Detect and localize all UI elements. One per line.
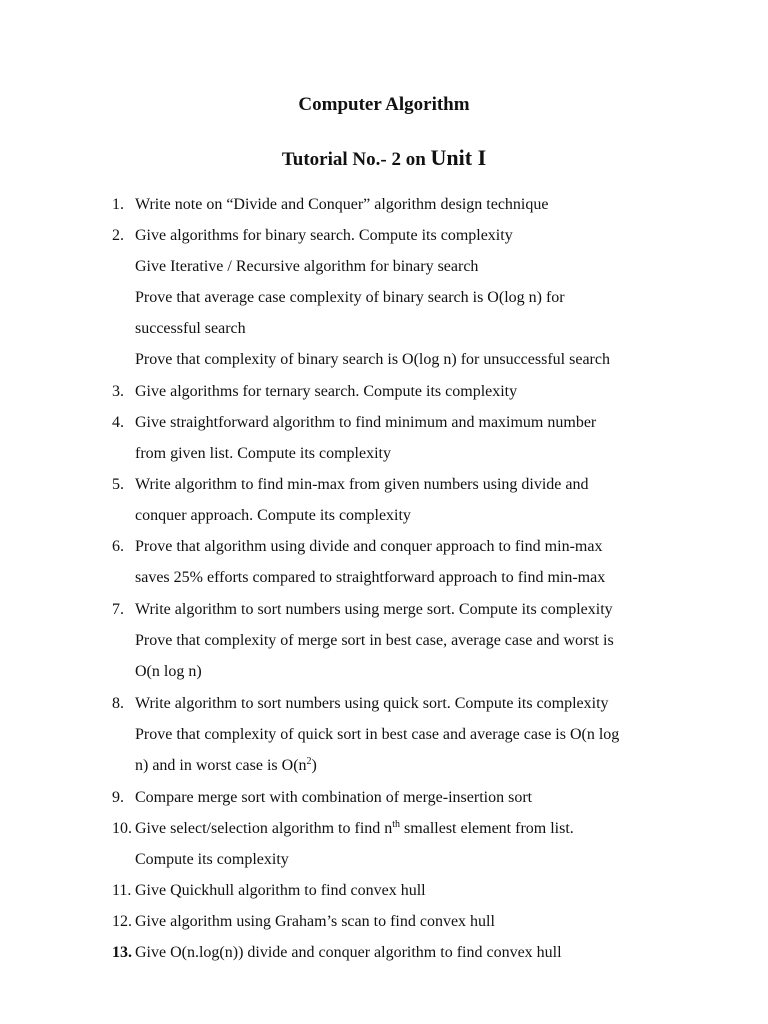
document-subtitle [0,145,768,171]
item-number: 6. [112,538,124,555]
item-text: Prove that average case complexity of binary search is O(log n) for [135,289,565,306]
item-text: Write algorithm to sort numbers using quick sort. Compute its complexity [135,695,609,712]
item-text: Give algorithms for ternary search. Compute its complexity [135,383,518,400]
item-text: Give O(n.log(n)) divide and conquer algorithm to find convex hull [135,944,562,961]
item-text: Compute its complexity [135,851,289,868]
item-text: Prove that complexity of quick sort in best case and average case is O(n log [135,726,620,743]
item-text: Prove that complexity of binary search is O(log n) for unsuccessful search [135,351,610,368]
item-text [135,819,574,839]
item-number: 9. [112,789,124,806]
item-text: Prove that algorithm using divide and conquer approach to find min-max [135,538,603,555]
item-text: Give Iterative / Recursive algorithm for binary search [135,258,479,275]
item-number: 7. [112,601,124,618]
item-text: Write note on “Divide and Conquer” algorithm design technique [135,196,549,213]
item-number: 5. [112,476,124,493]
item-number: 13. [112,944,132,961]
item-text-part: Give select/selection algorithm to find n [135,820,393,837]
item-text: from given list. Compute its complexity [135,445,391,462]
item-text: O(n log n) [135,663,202,680]
item-text: Give Quickhull algorithm to find convex hull [135,882,426,899]
document-title: Computer Algorithm [298,94,470,115]
item-text: Give straightforward algorithm to find minimum and maximum number [135,414,597,431]
item-number: 3. [112,383,124,400]
item-text: successful search [135,320,246,337]
item-text: saves 25% efforts compared to straightforward approach to find min-max [135,569,606,586]
item-text: Write algorithm to sort numbers using merge sort. Compute its complexity [135,601,613,618]
superscript: th [392,819,401,830]
superscript: 2 [306,756,312,767]
item-number: 4. [112,414,124,431]
item-number: 11. [112,882,132,899]
item-number: 1. [112,196,124,213]
item-number: 2. [112,227,124,244]
item-text-part: n) and in worst case is O(n [135,757,307,774]
item-text: Give algorithms for binary search. Compute its complexity [135,227,513,244]
item-number: 8. [112,695,124,712]
item-text: conquer approach. Compute its complexity [135,507,411,524]
item-text: Write algorithm to find min-max from given numbers using divide and [135,476,589,493]
item-text: Give algorithm using Graham’s scan to find convex hull [135,913,495,930]
item-text [135,756,317,776]
item-number: 10. [112,820,132,837]
subtitle-prefix: Tutorial No.- 2 on [281,149,431,170]
item-text: Compare merge sort with combination of merge-insertion sort [135,789,533,806]
item-text-part: smallest element from list. [400,820,574,837]
subtitle-unit: Unit I [430,145,487,170]
item-number: 12. [112,913,132,930]
item-text: Prove that complexity of merge sort in best case, average case and worst is [135,632,614,649]
item-text-part: ) [311,757,317,774]
